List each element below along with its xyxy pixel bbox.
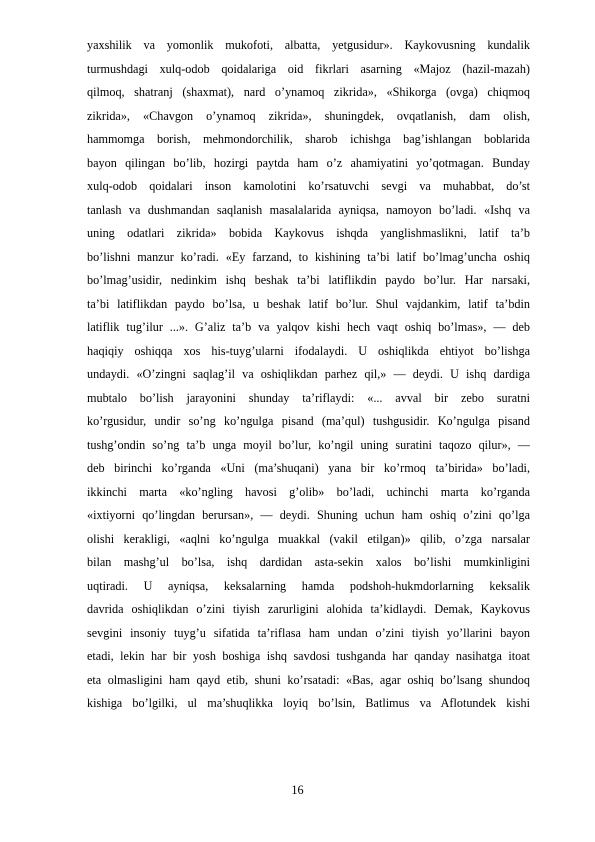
text-line: haqiqiy oshiqqa xos his-tuyg’ularni ifodalaydi. U oshiqlikda ehtiyot bo’lishga	[87, 343, 530, 358]
text-line: tushg’ondin so’ng ta’b unga moyil bo’lur, ko’ngil uning suratini taqozo qilur», —	[87, 437, 530, 452]
text-line: zikrida», «Chavgon o’ynamoq zikrida», shuningdek, ovqatlanish, dam olish,	[87, 108, 530, 123]
text-line: ko’rgusidur, undir so’ng ko’ngulga pisand (ma’qul) tushgusidir. Ko’ngulga pisand	[87, 414, 530, 428]
text-line: qilmoq, shatranj (shaxmat), nard o’ynamoq zikrida», «Shikorga (ovga) chiqmoq	[87, 85, 530, 99]
text-line: bayon qilingan bo’lib, hozirgi paytda ham o’z ahamiyatini yo’qotmagan. Bunday	[87, 155, 530, 170]
text-line: turmushdagi xulq-odob qoidalariga oid fikrlari asarning «Majoz (hazil-mazah)	[87, 61, 530, 76]
text-line: ta’bi latiflikdan paydo bo’lsa, u beshak latif bo’lur. Shul vajdankim, latif ta’bdin	[87, 296, 530, 311]
body-text	[87, 34, 530, 716]
text-line: yaxshilik va yomonlik mukofoti, albatta, yetgusidur». Kaykovusning kundalik	[87, 38, 530, 52]
text-line: uqtiradi. U ayniqsa, keksalarning hamda podshoh-hukmdorlarning keksalik	[87, 578, 530, 593]
text-line: «ixtiyorni qo’lingdan berursan», — deydi. Shuning uchun ham oshiq o’zini qo’lga	[87, 508, 530, 522]
text-line: bo’lishni manzur ko’radi. «Ey farzand, to kishining ta’bi latif bo’lmag’uncha oshiq	[87, 249, 530, 264]
text-line: undaydi. «O’zingni saqlag’il va oshiqlikdan parhez qil,» — deydi. U ishq dardiga	[87, 367, 530, 381]
text-line: ikkinchi marta «ko’ngling havosi g’olib» bo’ladi, uchinchi marta ko’rganda	[87, 484, 530, 499]
text-line: sevgini insoniy tuyg’u sifatida ta’riflasa ham undan o’zini tiyish yo’llarini bayon	[87, 625, 530, 640]
text-line: deb birinchi ko’rganda «Uni (ma’shuqani) yana bir ko’rmoq ta’birida» bo’ladi,	[87, 461, 530, 475]
text-line: mubtalo bo’lish jarayonini shunday ta’riflaydi: «... avval bir zebo suratni	[87, 390, 530, 405]
text-line: davrida oshiqlikdan o’zini tiyish zarurligini alohida ta’kidlaydi. Demak, Kaykovus	[87, 602, 530, 616]
text-line: etadi, lekin har bir yosh boshiga ishq savdosi tushganda har qanday nasihatga itoat	[87, 649, 530, 663]
text-line: tanlash va dushmandan saqlanish masalalarida ayniqsa, namoyon bo’ladi. «Ishq va	[87, 202, 530, 217]
text-line: uning odatlari zikrida» bobida Kaykovus ishqda yanglishmaslikni, latif ta’b	[87, 226, 530, 240]
text-line: eta olmasligini ham qayd etib, shuni ko’rsatadi: «Bas, agar oshiq bo’lsang shundoq	[87, 672, 530, 687]
text-line: hammomga borish, mehmondorchilik, sharob ichishga bag’ishlangan boblarida	[87, 132, 530, 146]
text-line: bo’lmag’usidir, nedinkim ishq beshak ta’bi latiflikdin paydo bo’lur. Har narsaki,	[87, 273, 530, 287]
text-line: xulq-odob qoidalari inson kamolotini ko’rsatuvchi sevgi va muhabbat, do’st	[87, 179, 530, 193]
text-line: latiflik tug’ilur ...». G’aliz ta’b va yalqov kishi hech vaqt oshiq bo’lmas», — deb	[87, 320, 530, 334]
text-line: kishiga bo’lgilki, ul ma’shuqlikka loyiq bo’lsin, Batlimus va Aflotundek kishi	[87, 696, 530, 710]
page-number: 16	[291, 783, 304, 797]
text-line: olishi kerakligi, «aqlni ko’ngulga muakkal (vakil etilgan)» qilib, o’zga narsalar	[87, 531, 530, 546]
text-line: bilan mashg’ul bo’lsa, ishq dardidan asta-sekin xalos bo’lishi mumkinligini	[87, 555, 530, 569]
